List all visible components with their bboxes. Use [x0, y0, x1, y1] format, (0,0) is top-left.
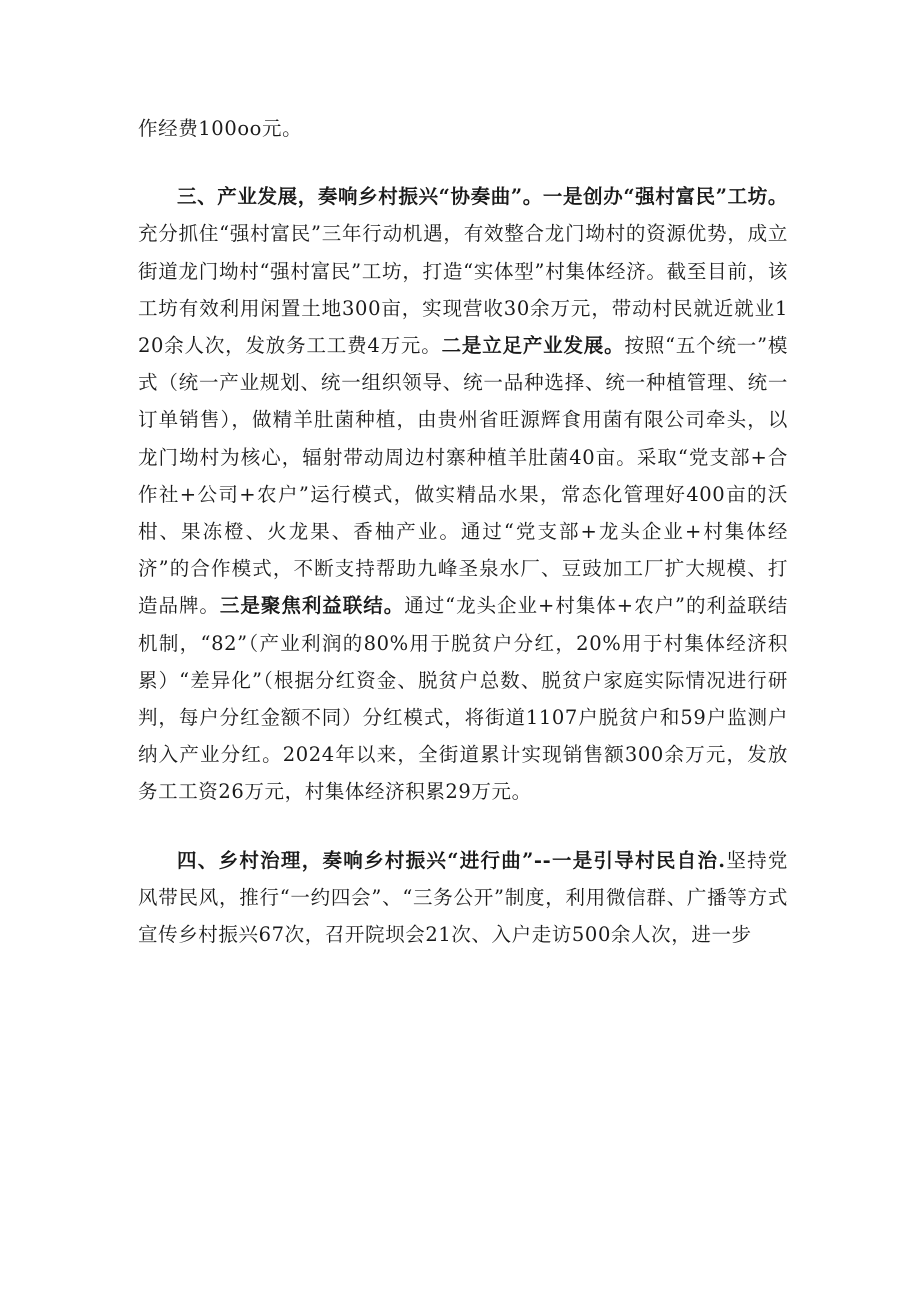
text-run: 充分抓住“强村富民”三年行动机遇，有效整合龙门坳村的资源优势，成立街道龙门坳村“强村富民”工坊，打造“实体型”村集体经济。截至目前，该工坊有效利用闲置土地300亩，实现营收30余万元，带动村民就近就业120余人次，发放务工工费4万元。: [138, 222, 788, 358]
text-run: 作经费100oo元。: [138, 117, 303, 140]
section-heading-industry: 三、产业发展，奏响乡村振兴“协奏曲”。一是创办“强村富民”工坊。: [177, 185, 788, 209]
section-heading-governance: 四、乡村治理，奏响乡村振兴“进行曲”--一是引导村民自治.: [177, 848, 726, 872]
document-page: [138, 110, 788, 953]
paragraph-industry-development: [138, 178, 788, 810]
paragraph-rural-governance: [138, 842, 788, 954]
bold-point-interest: 三是聚焦利益联结。: [219, 594, 405, 618]
text-run: 坚持党风带民风，推行“一约四会”、“三务公开”制度，利用微信群、广播等方式宣传乡村振兴67次，召开院坝会21次、入户走访500余人次，进一步: [138, 848, 788, 947]
text-run: 通过“龙头企业+村集体+农户”的利益联结机制，“82”（产业利润的80%用于脱贫户分红，20%用于村集体经济积累）“差异化”（根据分红资金、脱贫户总数、脱贫户家庭实际情况进行研判，每户分红金额不同）分红模式，将街道1107户脱贫户和59户监测户纳入产业分红。2024年以来，全街道累计实现销售额300余万元，发放务工工资26万元，村集体经济积累29万元。: [138, 594, 788, 804]
paragraph-continuation: [138, 110, 788, 147]
bold-point-industry: 二是立足产业发展。: [441, 334, 625, 358]
text-run: 按照“五个统一”模式（统一产业规划、统一组织领导、统一品种选择、统一种植管理、统一订单销售），做精羊肚菌种植，由贵州省旺源辉食用菌有限公司牵头，以龙门坳村为核心，辐射带动周边村寨种植羊肚菌40亩。采取“党支部+合作社+公司+农户”运行模式，做实精品水果，常态化管理好400亩的沃柑、果冻橙、火龙果、香柚产业。通过“党支部+龙头企业+村集体经济”的合作模式，不断支持帮助九峰圣泉水厂、豆豉加工厂扩大规模、打造品牌。: [138, 334, 789, 618]
paragraph-gap: [138, 811, 788, 842]
paragraph-gap: [138, 147, 788, 178]
